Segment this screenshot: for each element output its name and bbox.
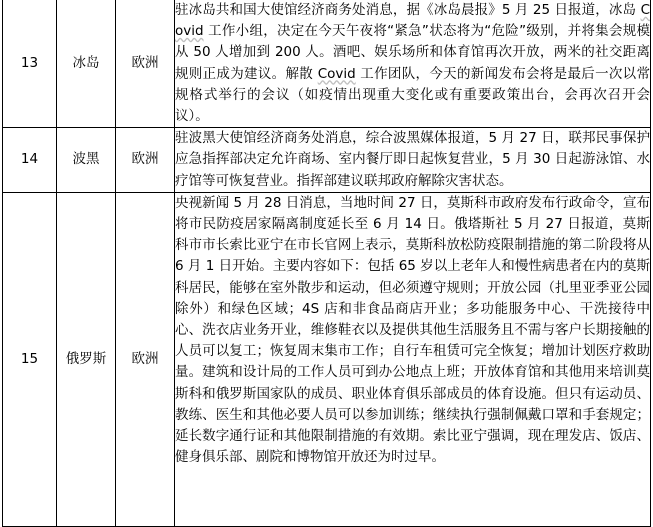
country-name: 波黑 (57, 128, 116, 193)
table-row (3, 0, 651, 128)
row-number: 13 (3, 0, 57, 128)
content-text: 驻冰岛共和国大使馆经济商务处消息，据《冰岛晨报》5 月 25 日报道，冰岛 (175, 2, 641, 18)
country-name: 冰岛 (57, 0, 116, 128)
content-term: Covid (175, 2, 650, 40)
table-row (3, 192, 651, 526)
country-measures-table (2, 0, 651, 527)
content-text: 工作小组，决定在今天午夜将“紧急”状态将为“危险”级别，并将集会规模从 50 人增加到 200 人。酒吧、娱乐场所和体育馆再次开放，两米的社交距离规则正成为建议。解散 (175, 23, 650, 82)
measure-content: 央视新闻 5 月 28 日消息，当地时间 27 日，莫斯科市政府发布行政命令，宣布将市民防疫居家隔离制度延长至 6 月 14 日。俄塔斯社 5 月 27 日报道，莫斯科市市长索比亚宁在市长官网上表示，莫斯科放松防疫限制措施的第二阶段将从 6 月 1 日开始。主要内容如下：包括 65 岁以上老年人和慢性病患者在内的莫斯科居民，能够在室外散步和运动，但必须遵守规则；开放公园（扎里亚季亚公园除外）和绿色区域；4S 店和非食品商店开业；多功能服务中心、干洗接待中心、洗衣店业务开业，维修鞋衣以及提供其他生活服务且不需与客户长期接触的人员可以复工；恢复周末集市工作；自行车租赁可完全恢复；增加计划医疗救助量。建筑和设计局的工作人员可到办公地点上班；开放体育馆和其他用来培训莫斯科和俄罗斯国家队的成员、职业体育俱乐部成员的体育设施。但只有运动员、教练、医生和其他必要人员可以参加训练；继续执行强制佩戴口罩和手套规定；延长数字通行证和其他限制措施的有效期。索比亚宁强调，现在理发店、饭店、健身俱乐部、剧院和博物馆开放还为时过早。 (175, 192, 651, 526)
measure-content: 驻波黑大使馆经济商务处消息，综合波黑媒体报道，5 月 27 日，联邦民事保护应急指挥部决定允许商场、室内餐厅即日起恢复营业，5 月 30 日起游泳馆、水疗馆等可恢复营业。指挥部建议联邦政府解除灾害状态。 (175, 128, 651, 193)
row-number: 14 (3, 128, 57, 193)
region-name: 欧洲 (116, 192, 175, 526)
region-name: 欧洲 (116, 0, 175, 128)
content-text: 工作团队，今天的新闻发布会将是最后一次以常规格式举行的会议（如疫情出现重大变化或有重要政策出台，会再次召开会议）。 (175, 65, 650, 125)
measure-content (175, 0, 651, 128)
table-row (3, 128, 651, 193)
country-name: 俄罗斯 (57, 192, 116, 526)
region-name: 欧洲 (116, 128, 175, 193)
content-term: Covid (317, 65, 356, 82)
row-number: 15 (3, 192, 57, 526)
